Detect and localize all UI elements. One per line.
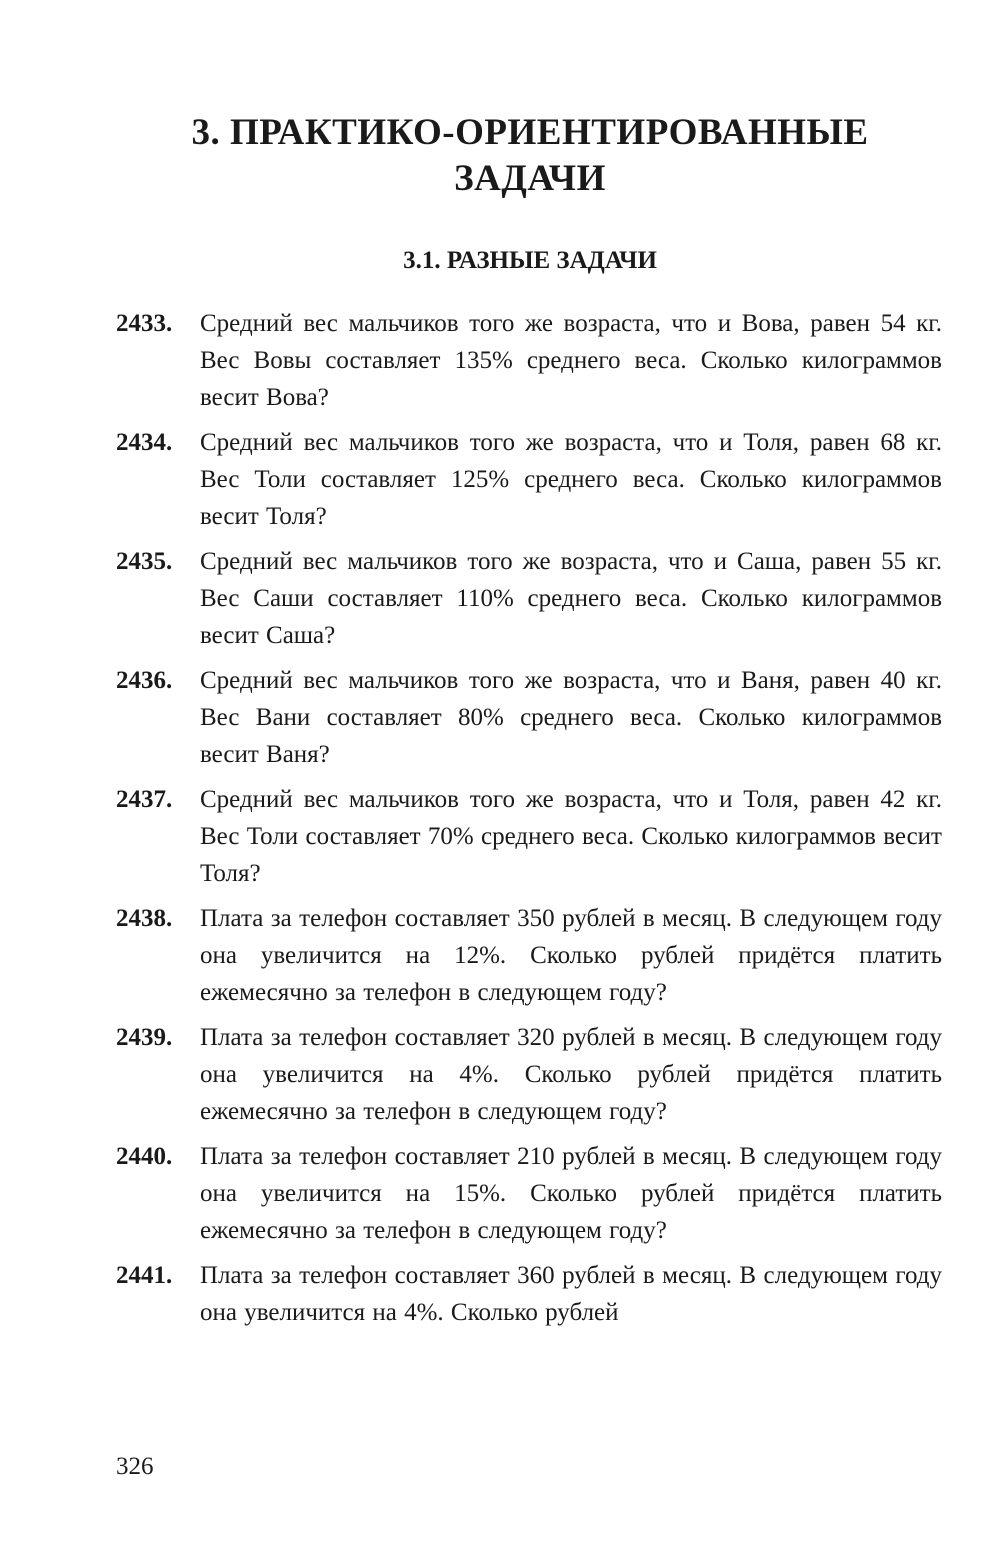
problem-number: 2436. — [116, 667, 173, 694]
problem-number: 2433. — [116, 310, 173, 337]
section-title: 3.1. РАЗНЫЕ ЗАДАЧИ — [403, 247, 657, 274]
problem-text: Плата за телефон составляет 360 рублей в месяц. В следующем году она увеличится на 4%. Сколько рублей — [200, 1262, 942, 1326]
problem-2436 — [116, 662, 942, 773]
problem-2434 — [116, 424, 942, 535]
problem-2435 — [116, 543, 942, 654]
problem-text: Средний вес мальчиков того же возраста, что и Ваня, равен 40 кг. Вес Вани составляет 80% среднего веса. Сколько килограммов весит Ваня? — [200, 667, 942, 768]
problem-text: Плата за телефон составляет 320 рублей в месяц. В следующем году она увеличится на 4%. Сколько рублей придётся платить ежемесячно за телефон в следующем году? — [200, 1024, 942, 1125]
problem-text: Плата за телефон составляет 350 рублей в месяц. В следующем году она увеличится на 12%. Сколько рублей придётся платить ежемесячно за телефон в следующем году? — [200, 905, 942, 1006]
problem-number: 2437. — [116, 786, 173, 813]
problem-number: 2440. — [116, 1143, 173, 1170]
page-number: 326 — [116, 1453, 154, 1480]
problem-2437 — [116, 781, 942, 892]
problem-number: 2435. — [116, 548, 173, 575]
problem-number: 2441. — [116, 1262, 173, 1289]
problem-list — [116, 305, 942, 1339]
problem-2440 — [116, 1138, 942, 1249]
problem-text: Средний вес мальчиков того же возраста, что и Толя, равен 68 кг. Вес Толи составляет 125% среднего веса. Сколько килограммов весит Толя? — [200, 429, 942, 530]
problem-text: Средний вес мальчиков того же возраста, что и Саша, равен 55 кг. Вес Саши составляет 110% среднего веса. Сколько килограммов весит Саша? — [200, 548, 942, 649]
problem-number: 2439. — [116, 1024, 173, 1051]
chapter-title — [120, 110, 940, 202]
problem-text: Средний вес мальчиков того же возраста, что и Толя, равен 42 кг. Вес Толи составляет 70% среднего веса. Сколько килограммов весит Толя? — [200, 786, 942, 887]
problem-text: Плата за телефон составляет 210 рублей в месяц. В следующем году она увеличится на 15%. Сколько рублей придётся платить ежемесячно за телефон в следующем году? — [200, 1143, 942, 1244]
chapter-title-line-2: ЗАДАЧИ — [454, 158, 606, 199]
problem-2441 — [116, 1257, 942, 1331]
problem-2433 — [116, 305, 942, 416]
problem-2438 — [116, 900, 942, 1011]
chapter-title-line-1: 3. ПРАКТИКО-ОРИЕНТИРОВАННЫЕ — [191, 112, 869, 153]
problem-number: 2438. — [116, 905, 173, 932]
problem-text: Средний вес мальчиков того же возраста, что и Вова, равен 54 кг. Вес Вовы составляет 135% среднего веса. Сколько килограммов весит Вова? — [200, 310, 942, 411]
problem-2439 — [116, 1019, 942, 1130]
problem-number: 2434. — [116, 429, 173, 456]
